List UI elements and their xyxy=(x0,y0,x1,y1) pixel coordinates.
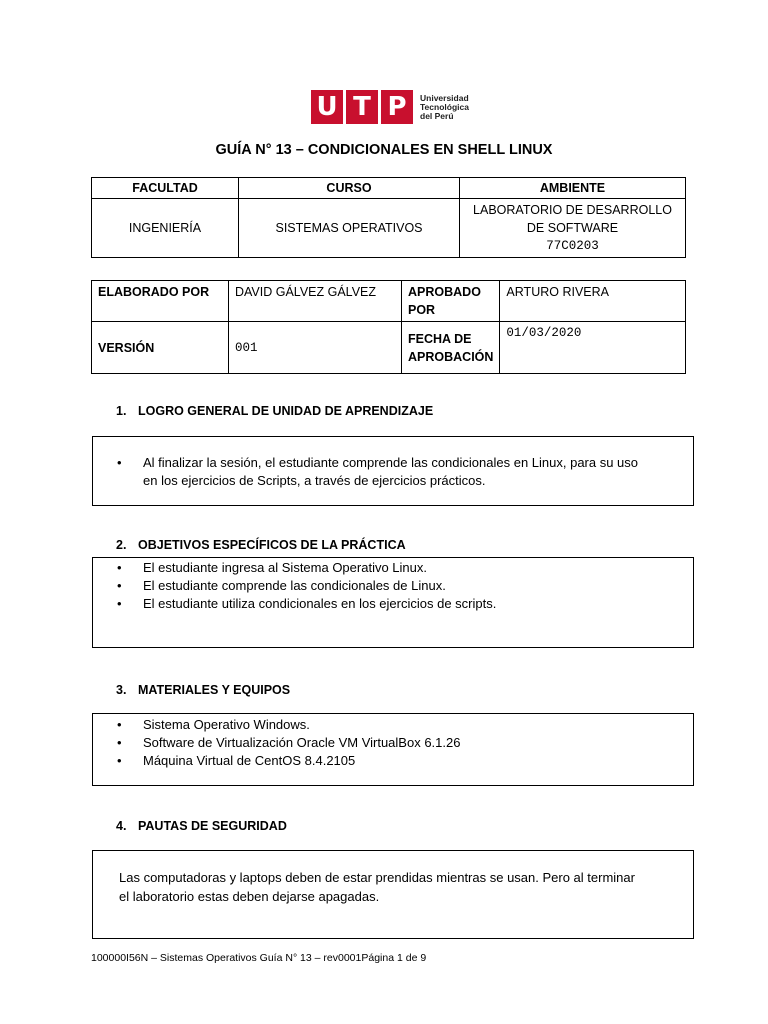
section-title: MATERIALES Y EQUIPOS xyxy=(138,683,291,697)
section-3-heading xyxy=(116,683,290,697)
facultad-value: INGENIERÍA xyxy=(92,199,239,258)
logo-text-line1: Universidad xyxy=(420,92,469,103)
section-4-heading xyxy=(116,819,287,833)
objetivos-box xyxy=(92,557,694,648)
fecha-label-line2: APROBACIÓN xyxy=(408,349,494,364)
material-item: • Sistema Operativo Windows. xyxy=(93,716,693,734)
curso-value: SISTEMAS OPERATIVOS xyxy=(239,199,460,258)
logro-line1: • Al finalizar la sesión, el estudiante comprende las condicionales en Linux, para su uso xyxy=(143,455,639,470)
elaborado-label: ELABORADO POR xyxy=(92,281,229,322)
header-curso: CURSO xyxy=(239,178,460,199)
aprobado-value: ARTURO RIVERA xyxy=(500,281,686,322)
logo-letter-u: U xyxy=(311,90,343,124)
page-title: GUÍA N° 13 – CONDICIONALES EN SHELL LINUX xyxy=(215,142,553,158)
section-title: OBJETIVOS ESPECÍFICOS DE LA PRÁCTICA xyxy=(138,538,406,552)
ambiente-line1: LABORATORIO DE DESARROLLO xyxy=(473,203,672,217)
meta-table xyxy=(91,280,686,374)
header-facultad: FACULTAD xyxy=(92,178,239,199)
section-number: 2. xyxy=(116,538,127,552)
pautas-line1: Las computadoras y laptops deben de estar prendidas mientras se usan. Pero al terminar xyxy=(119,870,635,885)
version-value: 001 xyxy=(229,322,402,374)
logo-letter-t: T xyxy=(346,90,378,124)
logo-letter-p: P xyxy=(381,90,413,124)
section-title: LOGRO GENERAL DE UNIDAD DE APRENDIZAJE xyxy=(138,404,434,418)
logo-university-name xyxy=(420,94,480,121)
info-table xyxy=(91,177,686,258)
aprobado-label-line2: POR xyxy=(408,303,436,317)
material-item: • Máquina Virtual de CentOS 8.4.2105 xyxy=(93,752,693,770)
header-ambiente: AMBIENTE xyxy=(460,178,686,199)
pautas-box xyxy=(92,850,694,939)
ambiente-line2: DE SOFTWARE xyxy=(526,221,619,235)
aprobado-label-line1: APROBADO xyxy=(408,285,481,299)
logo-text-line3: del Perú xyxy=(420,110,454,121)
material-item: • Software de Virtualización Oracle VM VirtualBox 6.1.26 xyxy=(93,734,693,752)
fecha-label xyxy=(402,322,500,374)
section-2-heading xyxy=(116,538,406,552)
elaborado-value: DAVID GÁLVEZ GÁLVEZ xyxy=(229,281,402,322)
section-1-heading xyxy=(116,404,433,418)
objetivo-item: • El estudiante ingresa al Sistema Operativo Linux. xyxy=(93,559,693,577)
section-number: 4. xyxy=(116,819,127,833)
pautas-line2: el laboratorio estas deben dejarse apagadas. xyxy=(119,889,380,904)
utp-logo xyxy=(311,90,480,124)
ambiente-value xyxy=(460,199,686,258)
objetivo-item: • El estudiante utiliza condicionales en los ejercicios de scripts. xyxy=(93,595,693,613)
logo-text-line2: Tecnológica xyxy=(420,101,469,112)
section-title: PAUTAS DE SEGURIDAD xyxy=(138,819,287,833)
logro-line2: en los ejercicios de Scripts, a través de ejercicios prácticos. xyxy=(143,473,486,488)
section-number: 3. xyxy=(116,683,127,697)
logro-item xyxy=(93,454,693,490)
section-number: 1. xyxy=(116,404,127,418)
fecha-value: 01/03/2020 xyxy=(500,322,686,374)
logro-box xyxy=(92,436,694,506)
fecha-label-line1: FECHA DE xyxy=(408,331,472,346)
aprobado-label xyxy=(402,281,500,322)
materiales-box xyxy=(92,713,694,786)
objetivo-item: • El estudiante comprende las condicionales de Linux. xyxy=(93,577,693,595)
ambiente-line3: 77C0203 xyxy=(546,239,599,253)
version-label: VERSIÓN xyxy=(92,322,229,374)
page-footer: 100000I56N – Sistemas Operativos Guía N° 13 – rev0001Página 1 de 9 xyxy=(91,952,427,964)
